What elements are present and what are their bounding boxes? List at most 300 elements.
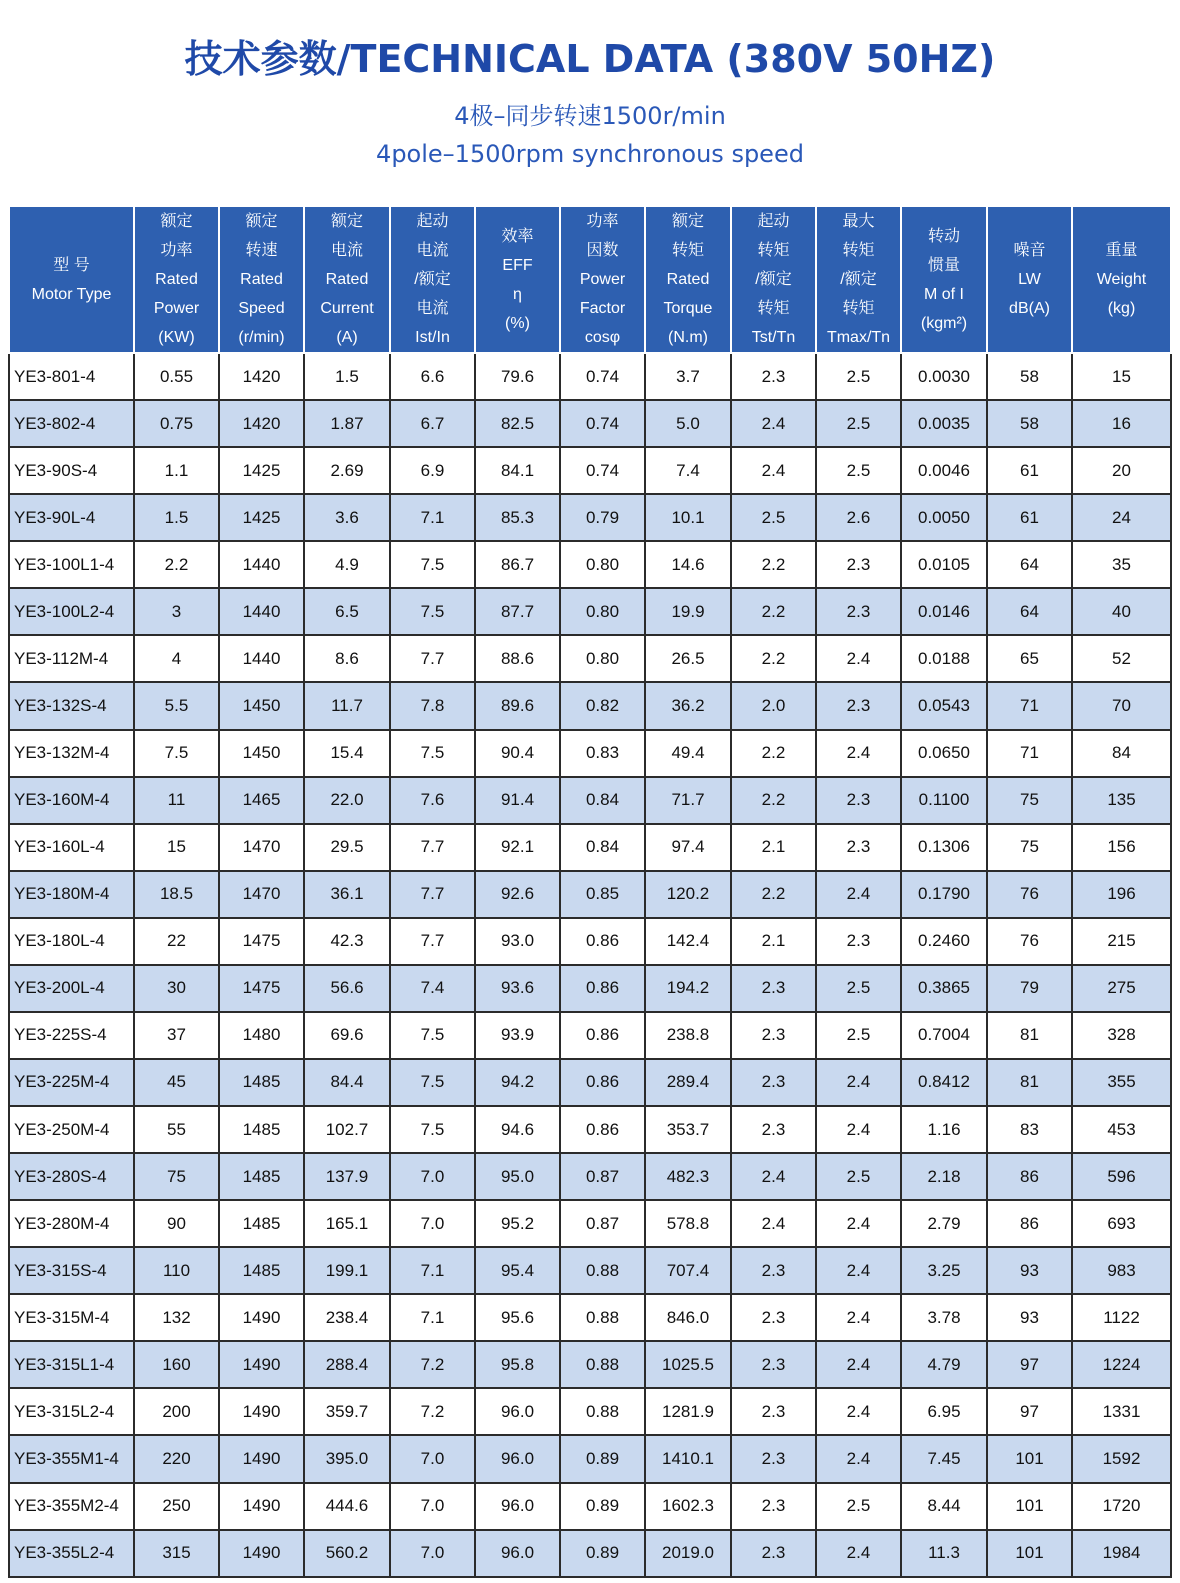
column-header-line: 额定 <box>160 213 193 230</box>
table-cell: 707.4 <box>645 1247 731 1294</box>
table-cell: 0.0050 <box>901 494 987 541</box>
table-cell: 2.4 <box>731 400 816 447</box>
motor-type-cell: YE3-160L-4 <box>9 824 134 871</box>
table-cell: 1.5 <box>304 353 390 400</box>
motor-type-cell: YE3-90S-4 <box>9 447 134 494</box>
table-cell: 75 <box>134 1153 219 1200</box>
table-cell: 2.79 <box>901 1200 987 1247</box>
table-cell: 8.44 <box>901 1483 987 1530</box>
motor-type-cell: YE3-315S-4 <box>9 1247 134 1294</box>
table-cell: 88.6 <box>475 635 560 682</box>
table-cell: 2.5 <box>816 447 901 494</box>
table-cell: 0.0105 <box>901 541 987 588</box>
table-cell: 101 <box>987 1435 1072 1482</box>
column-header-line: 因数 <box>586 242 619 259</box>
table-cell: 95.4 <box>475 1247 560 1294</box>
column-header-line: (N.m) <box>668 329 708 346</box>
table-cell: 2.3 <box>731 1341 816 1388</box>
table-cell: 18.5 <box>134 871 219 918</box>
table-cell: 5.5 <box>134 682 219 729</box>
motor-type-cell: YE3-100L2-4 <box>9 588 134 635</box>
table-row <box>9 1012 1171 1059</box>
column-header-line: 转矩 <box>842 242 875 259</box>
column-header-line: (r/min) <box>238 329 285 346</box>
table-cell: 289.4 <box>645 1059 731 1106</box>
table-cell: 15 <box>1072 353 1171 400</box>
motor-type-cell: YE3-112M-4 <box>9 635 134 682</box>
table-cell: 2.4 <box>816 1294 901 1341</box>
table-cell: 165.1 <box>304 1200 390 1247</box>
table-cell: 7.45 <box>901 1435 987 1482</box>
motor-type-cell: YE3-315L2-4 <box>9 1388 134 1435</box>
column-header-line: Motor Type <box>31 285 112 303</box>
table-cell: 7.5 <box>390 1059 475 1106</box>
table-cell: 1122 <box>1072 1294 1171 1341</box>
column-header-line: 惯量 <box>927 256 960 274</box>
column-header-line: Factor <box>579 300 626 317</box>
table-cell: 64 <box>987 541 1072 588</box>
column-header-line: EFF <box>502 256 533 274</box>
table-cell: 315 <box>134 1530 219 1577</box>
column-header-7 <box>645 206 731 353</box>
column-header-line: cosφ <box>584 329 621 346</box>
table-cell: 2.4 <box>816 1059 901 1106</box>
motor-type-cell: YE3-801-4 <box>9 353 134 400</box>
column-header-line: Rated <box>666 271 710 288</box>
table-cell: 1490 <box>219 1530 304 1577</box>
motor-type-cell: YE3-355M2-4 <box>9 1483 134 1530</box>
table-cell: 7.5 <box>390 541 475 588</box>
column-header-line: (A) <box>336 329 358 346</box>
table-cell: 93.9 <box>475 1012 560 1059</box>
table-cell: 7.7 <box>390 918 475 965</box>
table-cell: 2.3 <box>816 588 901 635</box>
table-cell: 135 <box>1072 777 1171 824</box>
page-title: 技术参数/TECHNICAL DATA (380V 50HZ) <box>184 37 996 81</box>
table-cell: 55 <box>134 1106 219 1153</box>
table-row <box>9 1388 1171 1435</box>
table-cell: 5.0 <box>645 400 731 447</box>
table-cell: 2.4 <box>731 1200 816 1247</box>
table-cell: 395.0 <box>304 1435 390 1482</box>
table-cell: 2.2 <box>731 541 816 588</box>
table-cell: 2.3 <box>731 1388 816 1435</box>
table-cell: 30 <box>134 965 219 1012</box>
table-cell: 4 <box>134 635 219 682</box>
column-header-line: 噪音 <box>1013 242 1046 259</box>
table-cell: 2.1 <box>731 824 816 871</box>
table-body <box>9 353 1171 1577</box>
table-cell: 6.9 <box>390 447 475 494</box>
table-row <box>9 1106 1171 1153</box>
table-cell: 2.4 <box>816 1341 901 1388</box>
column-header-line: 起动 <box>757 213 790 230</box>
table-cell: 96.0 <box>475 1530 560 1577</box>
table-cell: 11.3 <box>901 1530 987 1577</box>
table-cell: 71.7 <box>645 777 731 824</box>
table-row <box>9 588 1171 635</box>
table-cell: 137.9 <box>304 1153 390 1200</box>
table-cell: 6.6 <box>390 353 475 400</box>
table-cell: 90 <box>134 1200 219 1247</box>
table-cell: 86.7 <box>475 541 560 588</box>
table-cell: 2.3 <box>731 1012 816 1059</box>
header-row <box>9 206 1171 353</box>
motor-type-cell: YE3-280M-4 <box>9 1200 134 1247</box>
column-header-line: /额定 <box>414 271 451 288</box>
table-cell: 79 <box>987 965 1072 1012</box>
column-header-line: 最大 <box>842 213 875 230</box>
column-header-0 <box>9 206 134 353</box>
table-cell: 76 <box>987 871 1072 918</box>
table-cell: 92.6 <box>475 871 560 918</box>
table-cell: 2.4 <box>731 447 816 494</box>
table-cell: 0.0146 <box>901 588 987 635</box>
table-row <box>9 1483 1171 1530</box>
table-cell: 215 <box>1072 918 1171 965</box>
table-cell: 10.1 <box>645 494 731 541</box>
table-cell: 84.4 <box>304 1059 390 1106</box>
table-cell: 2.3 <box>731 353 816 400</box>
table-cell: 359.7 <box>304 1388 390 1435</box>
table-cell: 4.9 <box>304 541 390 588</box>
technical-data-table <box>8 205 1172 1578</box>
table-cell: 49.4 <box>645 730 731 777</box>
table-cell: 69.6 <box>304 1012 390 1059</box>
motor-type-cell: YE3-250M-4 <box>9 1106 134 1153</box>
column-header-line: (kg) <box>1107 300 1136 317</box>
table-cell: 93 <box>987 1247 1072 1294</box>
table-cell: 81 <box>987 1059 1072 1106</box>
table-cell: 2.4 <box>816 1247 901 1294</box>
table-cell: 2.4 <box>816 1530 901 1577</box>
table-cell: 58 <box>987 400 1072 447</box>
table-cell: 1425 <box>219 494 304 541</box>
table-cell: 3.6 <box>304 494 390 541</box>
column-header-4 <box>390 206 475 353</box>
table-row <box>9 871 1171 918</box>
motor-type-cell: YE3-315L1-4 <box>9 1341 134 1388</box>
table-cell: 1475 <box>219 965 304 1012</box>
table-cell: 26.5 <box>645 635 731 682</box>
table-cell: 275 <box>1072 965 1171 1012</box>
column-header-line: 额定 <box>330 213 363 230</box>
table-cell: 7.7 <box>390 635 475 682</box>
table-cell: 2.3 <box>816 541 901 588</box>
table-cell: 7.2 <box>390 1341 475 1388</box>
column-header-line: 型 号 <box>53 256 90 274</box>
motor-type-cell: YE3-200L-4 <box>9 965 134 1012</box>
table-cell: 79.6 <box>475 353 560 400</box>
table-cell: 250 <box>134 1483 219 1530</box>
table-cell: 0.86 <box>560 1059 645 1106</box>
column-header-line: M of I <box>923 285 964 303</box>
table-cell: 2.3 <box>731 1059 816 1106</box>
table-cell: 1475 <box>219 918 304 965</box>
motor-type-cell: YE3-180M-4 <box>9 871 134 918</box>
table-cell: 2.1 <box>731 918 816 965</box>
table-cell: 3.78 <box>901 1294 987 1341</box>
table-cell: 2.5 <box>816 1483 901 1530</box>
table-cell: 0.55 <box>134 353 219 400</box>
table-cell: 95.6 <box>475 1294 560 1341</box>
table-cell: 11 <box>134 777 219 824</box>
table-cell: 2.3 <box>816 824 901 871</box>
table-row <box>9 447 1171 494</box>
column-header-line: Torque <box>663 300 713 317</box>
table-cell: 1490 <box>219 1341 304 1388</box>
table-cell: 156 <box>1072 824 1171 871</box>
table-row <box>9 682 1171 729</box>
table-cell: 2.5 <box>816 400 901 447</box>
table-cell: 220 <box>134 1435 219 1482</box>
table-cell: 97.4 <box>645 824 731 871</box>
table-cell: 1.1 <box>134 447 219 494</box>
table-cell: 2.3 <box>816 918 901 965</box>
table-cell: 97 <box>987 1341 1072 1388</box>
table-cell: 2.4 <box>816 730 901 777</box>
table-cell: 2.3 <box>731 1435 816 1482</box>
table-cell: 86 <box>987 1200 1072 1247</box>
column-header-line: Rated <box>325 271 369 288</box>
table-cell: 1420 <box>219 400 304 447</box>
table-cell: 22.0 <box>304 777 390 824</box>
table-cell: 16 <box>1072 400 1171 447</box>
table-cell: 0.0543 <box>901 682 987 729</box>
table-cell: 7.5 <box>390 588 475 635</box>
table-cell: 0.74 <box>560 353 645 400</box>
table-cell: 1440 <box>219 588 304 635</box>
table-cell: 0.1306 <box>901 824 987 871</box>
table-cell: 64 <box>987 588 1072 635</box>
table-cell: 15.4 <box>304 730 390 777</box>
table-cell: 0.74 <box>560 400 645 447</box>
table-cell: 0.89 <box>560 1435 645 1482</box>
table-cell: 444.6 <box>304 1483 390 1530</box>
table-cell: 71 <box>987 730 1072 777</box>
table-cell: 200 <box>134 1388 219 1435</box>
table-row <box>9 777 1171 824</box>
table-cell: 36.2 <box>645 682 731 729</box>
table-cell: 160 <box>134 1341 219 1388</box>
table-cell: 7.6 <box>390 777 475 824</box>
column-header-line: 功率 <box>586 213 619 230</box>
table-cell: 29.5 <box>304 824 390 871</box>
table-cell: 1485 <box>219 1200 304 1247</box>
table-cell: 1984 <box>1072 1530 1171 1577</box>
motor-type-cell: YE3-225S-4 <box>9 1012 134 1059</box>
table-cell: 1485 <box>219 1153 304 1200</box>
table-cell: 2019.0 <box>645 1530 731 1577</box>
table-cell: 1.87 <box>304 400 390 447</box>
table-cell: 24 <box>1072 494 1171 541</box>
table-cell: 35 <box>1072 541 1171 588</box>
table-cell: 560.2 <box>304 1530 390 1577</box>
table-cell: 8.6 <box>304 635 390 682</box>
table-cell: 96.0 <box>475 1388 560 1435</box>
table-cell: 0.84 <box>560 777 645 824</box>
table-cell: 0.1790 <box>901 871 987 918</box>
table-cell: 58 <box>987 353 1072 400</box>
table-cell: 37 <box>134 1012 219 1059</box>
table-row <box>9 1341 1171 1388</box>
table-cell: 7.5 <box>390 730 475 777</box>
table-cell: 0.87 <box>560 1153 645 1200</box>
table-cell: 1440 <box>219 541 304 588</box>
column-header-1 <box>134 206 219 353</box>
table-cell: 7.2 <box>390 1388 475 1435</box>
table-row <box>9 824 1171 871</box>
table-cell: 0.75 <box>134 400 219 447</box>
table-cell: 0.88 <box>560 1388 645 1435</box>
table-cell: 36.1 <box>304 871 390 918</box>
column-header-5 <box>475 206 560 353</box>
table-cell: 70 <box>1072 682 1171 729</box>
column-header-line: Power <box>579 271 626 288</box>
table-cell: 7.4 <box>390 965 475 1012</box>
table-cell: 65 <box>987 635 1072 682</box>
table-cell: 7.5 <box>390 1106 475 1153</box>
table-cell: 96.0 <box>475 1483 560 1530</box>
table-cell: 2.3 <box>731 1106 816 1153</box>
table-cell: 578.8 <box>645 1200 731 1247</box>
table-cell: 7.0 <box>390 1435 475 1482</box>
table-row <box>9 494 1171 541</box>
table-cell: 56.6 <box>304 965 390 1012</box>
table-cell: 1485 <box>219 1247 304 1294</box>
table-cell: 2.3 <box>816 777 901 824</box>
table-cell: 0.0035 <box>901 400 987 447</box>
table-cell: 132 <box>134 1294 219 1341</box>
subtitle-en: 4pole–1500rpm synchronous speed <box>376 140 804 168</box>
table-cell: 2.0 <box>731 682 816 729</box>
table-cell: 353.7 <box>645 1106 731 1153</box>
column-header-8 <box>731 206 816 353</box>
table-cell: 1490 <box>219 1294 304 1341</box>
table-cell: 1490 <box>219 1435 304 1482</box>
table-cell: 1331 <box>1072 1388 1171 1435</box>
table-cell: 2.3 <box>731 1483 816 1530</box>
column-header-line: Tst/Tn <box>751 329 796 346</box>
table-cell: 288.4 <box>304 1341 390 1388</box>
column-header-line: 电流 <box>416 242 449 259</box>
table-cell: 0.87 <box>560 1200 645 1247</box>
table-cell: 7.8 <box>390 682 475 729</box>
table-cell: 2.6 <box>816 494 901 541</box>
motor-type-cell: YE3-90L-4 <box>9 494 134 541</box>
table-cell: 97 <box>987 1388 1072 1435</box>
table-cell: 22 <box>134 918 219 965</box>
column-header-12 <box>1072 206 1171 353</box>
table-cell: 76 <box>987 918 1072 965</box>
table-cell: 2.69 <box>304 447 390 494</box>
table-cell: 7.7 <box>390 824 475 871</box>
column-header-line: 电流 <box>330 242 363 259</box>
table-row <box>9 918 1171 965</box>
table-cell: 2.3 <box>731 1294 816 1341</box>
column-header-line: 额定 <box>245 213 278 230</box>
table-cell: 102.7 <box>304 1106 390 1153</box>
motor-type-cell: YE3-355L2-4 <box>9 1530 134 1577</box>
table-cell: 2.3 <box>731 965 816 1012</box>
column-header-line: Current <box>320 300 374 317</box>
table-cell: 75 <box>987 824 1072 871</box>
table-cell: 0.0030 <box>901 353 987 400</box>
table-cell: 0.85 <box>560 871 645 918</box>
table-cell: 0.89 <box>560 1530 645 1577</box>
table-cell: 94.6 <box>475 1106 560 1153</box>
table-cell: 3 <box>134 588 219 635</box>
table-cell: 92.1 <box>475 824 560 871</box>
column-header-2 <box>219 206 304 353</box>
column-header-line: η <box>513 285 522 303</box>
table-cell: 0.86 <box>560 918 645 965</box>
column-header-line: (KW) <box>158 329 195 346</box>
table-cell: 6.95 <box>901 1388 987 1435</box>
table-cell: 196 <box>1072 871 1171 918</box>
table-row <box>9 1294 1171 1341</box>
table-cell: 95.0 <box>475 1153 560 1200</box>
table-cell: 2.2 <box>731 730 816 777</box>
table-cell: 6.5 <box>304 588 390 635</box>
table-cell: 1470 <box>219 824 304 871</box>
subtitle-cn: 4极–同步转速1500r/min <box>454 102 726 130</box>
table-cell: 95.8 <box>475 1341 560 1388</box>
motor-type-cell: YE3-132S-4 <box>9 682 134 729</box>
table-cell: 1592 <box>1072 1435 1171 1482</box>
table-cell: 0.0650 <box>901 730 987 777</box>
table-cell: 1410.1 <box>645 1435 731 1482</box>
column-header-line: 转矩 <box>842 300 875 317</box>
table-cell: 4.79 <box>901 1341 987 1388</box>
motor-type-cell: YE3-315M-4 <box>9 1294 134 1341</box>
column-header-11 <box>987 206 1072 353</box>
table-cell: 328 <box>1072 1012 1171 1059</box>
table-cell: 7.1 <box>390 1247 475 1294</box>
table-cell: 983 <box>1072 1247 1171 1294</box>
table-cell: 3.7 <box>645 353 731 400</box>
column-header-line: Power <box>153 300 200 317</box>
table-cell: 86 <box>987 1153 1072 1200</box>
table-cell: 96.0 <box>475 1435 560 1482</box>
table-cell: 0.88 <box>560 1247 645 1294</box>
table-cell: 91.4 <box>475 777 560 824</box>
table-cell: 2.2 <box>731 635 816 682</box>
column-header-line: (kgm²) <box>920 314 968 332</box>
table-cell: 453 <box>1072 1106 1171 1153</box>
table-cell: 194.2 <box>645 965 731 1012</box>
table-cell: 2.5 <box>816 1153 901 1200</box>
table-cell: 52 <box>1072 635 1171 682</box>
motor-type-cell: YE3-355M1-4 <box>9 1435 134 1482</box>
column-header-line: 额定 <box>671 213 704 230</box>
table-cell: 82.5 <box>475 400 560 447</box>
table-cell: 1465 <box>219 777 304 824</box>
column-header-line: 功率 <box>160 242 193 259</box>
table-cell: 11.7 <box>304 682 390 729</box>
table-cell: 1281.9 <box>645 1388 731 1435</box>
table-cell: 15 <box>134 824 219 871</box>
column-header-9 <box>816 206 901 353</box>
table-cell: 87.7 <box>475 588 560 635</box>
table-row <box>9 1530 1171 1577</box>
column-header-line: dB(A) <box>1009 300 1050 317</box>
column-header-6 <box>560 206 645 353</box>
table-cell: 84 <box>1072 730 1171 777</box>
motor-type-cell: YE3-802-4 <box>9 400 134 447</box>
table-cell: 93.6 <box>475 965 560 1012</box>
table-cell: 1450 <box>219 730 304 777</box>
